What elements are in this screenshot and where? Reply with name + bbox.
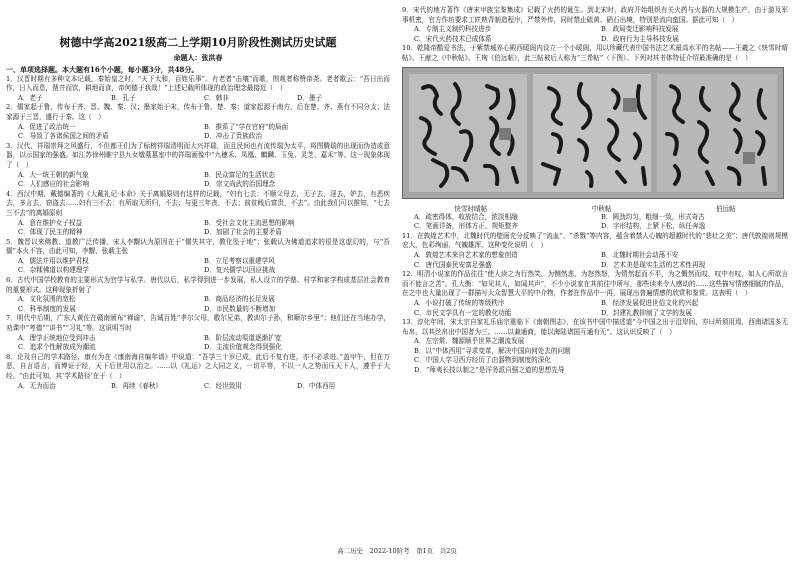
- answer-option: B．经济发展促进世俗文化的兴起: [601, 298, 699, 307]
- caption-kuaixue: 快雪时晴帖: [454, 204, 488, 213]
- answer-options: [6, 94, 390, 104]
- question-stem: 10．乾隆帝酷爱书法，于紫禁城养心殿西暖阁内设立一个小暖阁，用以珍藏代表中国书法艺术最高水平的名帖——王羲之《快雪时晴帖》、王献之《中秋帖》、王珣《伯远帖》，此三帖被后人称为“三希帖”（下图）。下列对其书体特征介绍最准确的是（ ）: [402, 44, 788, 62]
- question-stem: 7．明代中后期，广东人黄佐在赣南颁布“禅谕”，告诫百姓“孝尔父母，敬尔兄弟，教训尔子孙，和顺尔乡里”；他们还在当地办学，劝课中“考德”“讲书”“习礼”等。这说明当时: [6, 314, 390, 333]
- answer-option: A．左宗棠、魏源顺乎世界之潮流发展: [414, 337, 525, 346]
- answer-option: A．无为而治: [18, 381, 56, 390]
- question-list-left: [6, 75, 390, 392]
- answer-option: A．敦煌艺术来自艺术家的想象创造: [414, 250, 518, 259]
- question-stem: 5．魏晋以来佛教、道教广泛传播，宋人李觏认为原因在于“儒失其守，教化坠于地”；张载认为佛道追求的很是这虚幻的，与“吾儒”本火不容，由此可知，李觏、张载主张: [6, 237, 390, 256]
- answer-options: [6, 382, 390, 392]
- left-column: [6, 6, 390, 391]
- question-block: [6, 276, 390, 314]
- question-block: [402, 44, 788, 63]
- answer-option: C．唐代国泰民安富足强盛: [414, 260, 492, 269]
- answer-options: [402, 299, 788, 318]
- answer-options: [402, 213, 788, 232]
- right-column: [402, 6, 788, 376]
- question-block: [402, 213, 788, 232]
- answer-options: [6, 334, 390, 353]
- question-block: [6, 190, 390, 238]
- answer-option: C．中国人学习西方经历了由器物到制度的深化: [414, 356, 551, 365]
- image-captions: [402, 203, 788, 213]
- answer-options: [6, 257, 390, 276]
- question-block: [6, 238, 390, 276]
- question-stem: 2．儒家起于鲁，传布于齐、晋、魏、秦、汉；墨家始于宋，传布于鲁、楚、秦；道家起源于南方，后在楚、齐、燕有不同分支；法家源于三晋，盛行于秦。这（ ）: [6, 103, 390, 121]
- author-line: 命题人：张洪春: [173, 53, 223, 62]
- answer-option: A．大一统王朝的新气象: [18, 170, 89, 179]
- answer-option: D．加剧了社会的主要矛盾: [204, 228, 282, 237]
- answer-option: D．复兴儒学以回应挑战: [204, 266, 276, 275]
- question-block: [6, 75, 390, 104]
- answer-option: C．笔画详备，形体方正，规矩整齐: [414, 222, 518, 231]
- question-block: [402, 6, 788, 44]
- answer-option: A．疏密得体，收放结合，浓淡相融: [414, 212, 518, 221]
- answer-option: C．追求个性解放成为潮流: [18, 343, 96, 352]
- answer-option: B．政局变迁影响科技发展: [601, 25, 679, 34]
- answer-option: B．民众富足的生活状态: [204, 170, 275, 179]
- answer-option: A．专制主义制约科技进步: [414, 25, 492, 34]
- answer-option: C．宋代火药技术已成体系: [414, 34, 492, 43]
- answer-option: D．冲击了贵族政治: [204, 132, 263, 141]
- question-block: [6, 142, 390, 190]
- answer-option: A．老子: [18, 93, 43, 102]
- question-block: [402, 232, 788, 270]
- answer-option: D．主流价值观念得到强化: [204, 343, 282, 352]
- question-block: [402, 318, 788, 376]
- question-stem: 4．西汉中期，戴德编著的《大戴礼记·本命》关于离婚原则有这样的记载，“妇有七去：不顺父母去，无子去，淫去，妒去，有恶疾去，多言去，窃盗去……妇有三不去：有所取无所归，不去；与更三年丧，不去；前贫贱后富贵，不去”。由此我们可以推知，“七去三不去”的离婚原则: [6, 189, 390, 217]
- answer-option: B．阶层流动渠道逐渐扩宽: [204, 333, 282, 342]
- answer-option: D．中体西用: [297, 381, 336, 390]
- answer-option: B．以“中体西用”寻求变革，解决中国向何处去的问题: [414, 346, 571, 355]
- answer-option: B．再续《春秋》: [111, 381, 163, 390]
- question-stem: 12．明清小说家的作品往往“使人读之为行然笑，为恻然悲，为怒然怒，为情然起而不平，为之慨然而叹，叹中有叹，如人心所欲言而不能言之苦”。孔大衡：“如见其人，如闻其声”，不少小说家在其前往中所写，那些读来令人感动的……这些描写情感细腻的作品，在之中也大量出现了一群描写大众智慧大平的中介物，作者在作品中一再，展现出普遍情感的欣赏和鉴赏。这表明（ ）: [402, 270, 788, 298]
- answer-option: B．立足考察以重建学风: [204, 256, 275, 265]
- seal-stamp-1: [499, 128, 511, 140]
- answer-option: B．推系了“学在官府”的局面: [204, 122, 289, 131]
- answer-option: A．意在维护女子权益: [18, 218, 83, 227]
- answer-option: C．人们感应的社会影响: [18, 180, 89, 189]
- answer-option: C．体现了民主的精神: [18, 228, 83, 237]
- caption-zhongqiu: 中秋帖: [591, 204, 612, 213]
- question-stem: 6．古代中国学校教育的主要形式为官学与私学。唐代以后，私学得到进一步发展，私人设立的学塾、村学和家学构成基层社会教育的重要形式。这种现象折射了: [6, 276, 390, 294]
- answer-options: [6, 295, 390, 314]
- question-stem: 3．汉代，祥瑞崇拜之风盛行，不但都王们为了标榜祥瑞清明而大兴祥瑞，而且民间也有流传瑞为太平，将图腾瑞的出现而伪造或意器，以示国家的强盛。如江苏徐州睢宁县九女墩墓墓室中的祥瑞画像中“九穗禾、凤凰、麒麟、玉兔、灵芝、嘉禾”等。这一现象体现了（ ）: [6, 141, 390, 169]
- answer-options: [402, 337, 788, 375]
- answer-option: A．小说打破了传统的等级秩序: [414, 298, 505, 307]
- answer-option: C．导致了各诸侯国之间的矛盾: [18, 132, 109, 141]
- answer-option: A．文化氛围的宽松: [18, 295, 76, 304]
- answer-options: [402, 25, 788, 44]
- answer-option: B．受社会文化主流思想的影响: [204, 218, 295, 227]
- question-stem: 13．淳化年间，宋太宗自家礼乐庙宗重临下《南朝图志》，在该书中国中描述道“今中国之出于沿岸间，亦曰所须用焉，西南诸国多无布帛，以其丝帛出中国者为三。……以兼通商，能以海陆诸国互通有无”。这认识反映了（ ）: [402, 318, 788, 336]
- answer-option: D．崇文尚武的治国理念: [204, 180, 276, 189]
- question-stem: 9．宋代的地方著作《唐宋甲族宝鉴集成》记载了火药的诞生。到北宋时，政府开始组织有关火药与火器的大规模生产，由于游及军事机密，官方作坊要求工匠熟背制造程序，严禁外传，同时禁止硫黄、硝石出境，特别是流向蛮国。据此可知（ ）: [402, 6, 788, 24]
- answer-option: A．理学正统地位受到冲击: [18, 333, 96, 342]
- question-stem: 11．在敦煌艺术中，北魏时代的壁画充分反映了“流血”、“杀戮”等内容，蕴含着禁人心魄的超越时代的“悲壮之美”；唐代敦煌则规模宏大，色彩绚丽，气魄雄浑。这种变化说明（ ）: [402, 231, 788, 250]
- calligraphy-image: [402, 67, 784, 199]
- question-list-right-bottom: [402, 213, 788, 376]
- answer-option: D．“师夷长技以制之”是洋务派自强之道的思想先导: [414, 366, 565, 375]
- question-block: [6, 353, 390, 391]
- answer-option: B．北魏时期社会动荡不安: [601, 250, 679, 259]
- answer-option: C．市民文学具有一定的教化功能: [414, 308, 512, 317]
- answer-option: A．儒法并用以维护君权: [18, 256, 89, 265]
- answer-option: C．韩非: [204, 93, 229, 102]
- question-block: [6, 103, 390, 141]
- answer-option: D．墨子: [297, 93, 323, 102]
- answer-options: [402, 251, 788, 270]
- answer-option: D．封建礼教抑制了文学的发展: [601, 308, 693, 317]
- seal-stamp-2: [623, 98, 637, 112]
- answer-option: C．杂糅佛道以构建理学: [18, 266, 89, 275]
- section-heading: 一、单项选择题。本大题有16个小题，每小题3分，共48分。: [6, 65, 199, 74]
- answer-option: D．政府行为主导科技发展: [601, 34, 679, 43]
- question-block: [6, 314, 390, 352]
- answer-option: C．经世致用: [204, 381, 243, 390]
- answer-options: [6, 123, 390, 142]
- answer-option: D．艺术美是现实生活的艺术性再现: [601, 260, 706, 269]
- answer-option: B．孔子: [111, 93, 136, 102]
- calligraphy-scroll: [403, 68, 783, 198]
- answer-option: A．促进了政治统一: [18, 122, 76, 131]
- answer-option: B．商品经济的长足发展: [204, 295, 275, 304]
- answer-option: D．市民数量的不断增加: [204, 304, 276, 313]
- question-stem: 1．汉晋时期有多种文本记载，秦始皇之时，“天下太和，百姓乐事”。有老者“击壤”而歌，围观者称赞帝尧。老者歌云：“吾日出而作，日入而息，凿井而饮，耕地而食，帝何德于我哉！”上述记载所体现的政治理念最接近（ ）: [6, 74, 390, 93]
- answer-options: [6, 219, 390, 238]
- answer-option: C．科举制度的发展: [18, 304, 76, 313]
- answer-options: [6, 171, 390, 190]
- answer-option: D．字形结构，上紧下松，纵任奔逸: [601, 222, 706, 231]
- caption-boyuan: 伯远帖: [715, 204, 736, 213]
- question-list-right-top: [402, 6, 788, 64]
- page-title: 树德中学高2021级高二上学期10月阶段性测试历史试题: [59, 36, 337, 49]
- page-footer: 高二历史 2022-10阶考 第1页 共2页: [337, 547, 457, 555]
- question-block: [402, 270, 788, 318]
- seal-stamp-3: [743, 152, 755, 164]
- question-stem: 8．论及自己的学术路径，康有为在《康南海自编年谱》中说道：“吾学三十岁已成，此后不复有进，亦不必求进。”盖甲午，但在万恶，自言语言，而博证于经，天下后世用以治之。……以《礼运》之大同之义，一切平等，不以一人之势而压天下人，遵乎于大经。“由此可知，其‘学术路径’在于（ ）: [6, 352, 390, 380]
- answer-option: B．圆劲均匀，粗细一致，形式奇古: [601, 212, 705, 221]
